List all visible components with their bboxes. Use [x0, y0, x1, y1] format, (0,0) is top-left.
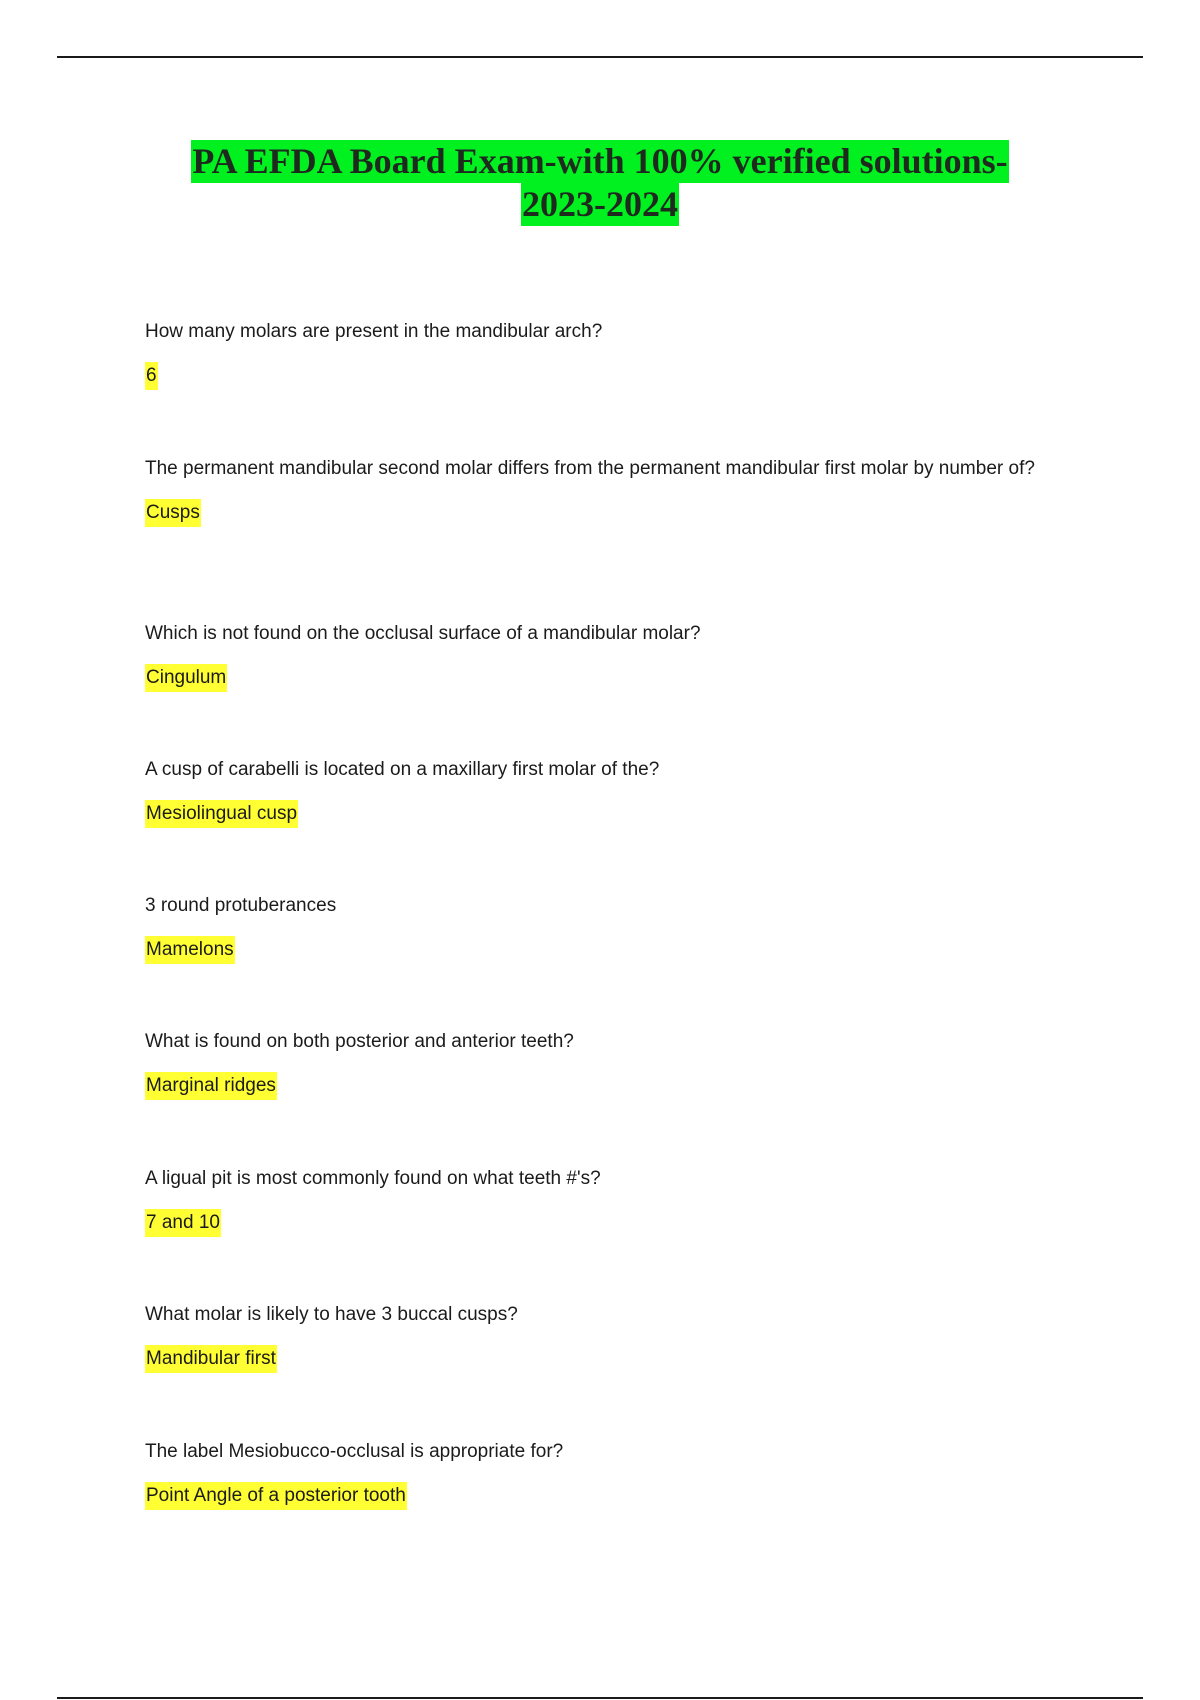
- answer-text: Mesiolingual cusp: [145, 800, 298, 828]
- header-rule: [57, 56, 1143, 58]
- answer-text: Mamelons: [145, 936, 235, 964]
- question-text: What is found on both posterior and anterior teeth?: [145, 1031, 574, 1052]
- question-text: How many molars are present in the mandibular arch?: [145, 321, 603, 342]
- question-text: The permanent mandibular second molar differs from the permanent mandibular first molar by number of?: [145, 458, 1035, 479]
- qa-item: [145, 620, 1045, 756]
- answer-text: Cingulum: [145, 664, 227, 692]
- qa-item: [145, 1301, 1045, 1438]
- qa-item: [145, 318, 1045, 455]
- question-list: [145, 318, 1045, 1510]
- question-text: The label Mesiobucco-occlusal is appropriate for?: [145, 1441, 564, 1462]
- question-text: What molar is likely to have 3 buccal cusps?: [145, 1304, 518, 1325]
- question-text: A cusp of carabelli is located on a maxillary first molar of the?: [145, 759, 660, 780]
- qa-item: [145, 1165, 1045, 1301]
- answer-text: Point Angle of a posterior tooth: [145, 1482, 407, 1510]
- answer-text: Cusps: [145, 499, 201, 527]
- qa-item: [145, 1028, 1045, 1165]
- qa-item: [145, 455, 1045, 620]
- question-text: A ligual pit is most commonly found on what teeth #'s?: [145, 1168, 601, 1189]
- title-line-1: PA EFDA Board Exam-with 100% verified solutions-: [192, 141, 1008, 181]
- question-text: Which is not found on the occlusal surface of a mandibular molar?: [145, 623, 701, 644]
- answer-text: Mandibular first: [145, 1345, 277, 1373]
- answer-text: 6: [145, 362, 158, 390]
- answer-text: 7 and 10: [145, 1209, 221, 1237]
- question-text: 3 round protuberances: [145, 895, 337, 916]
- footer-rule: [57, 1697, 1143, 1699]
- qa-item: [145, 1438, 1045, 1510]
- qa-item: [145, 756, 1045, 892]
- document-title: [100, 140, 1100, 226]
- title-line-2: 2023-2024: [522, 184, 678, 224]
- answer-text: Marginal ridges: [145, 1072, 277, 1100]
- qa-item: [145, 892, 1045, 1028]
